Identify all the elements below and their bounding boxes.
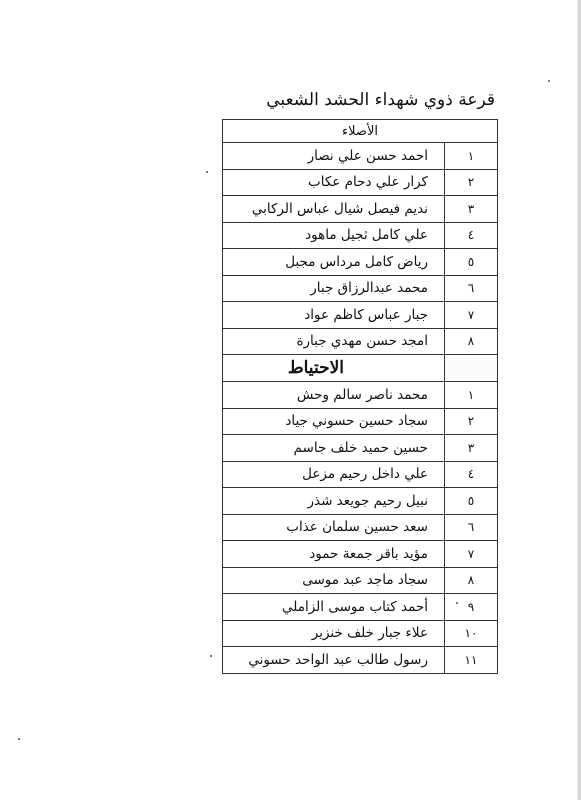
table-row [223,488,498,515]
row-number: ١٠ [445,620,498,647]
table-row [223,382,498,409]
row-number: ١ [445,143,498,170]
row-name: كرار علي دحام عكاب [223,169,445,196]
row-number: ٦ [445,275,498,302]
row-number: ٨ [445,328,498,355]
scan-speck [456,602,458,604]
row-number: ١١ [445,647,498,674]
scan-speck [18,738,20,740]
section-row-reserve [223,355,498,382]
table-row [223,408,498,435]
row-number: ١ [445,382,498,409]
section-header-blank-cell [445,355,498,382]
row-name: رياض كامل مرداس مجبل [223,249,445,276]
table-row [223,647,498,674]
row-name: علي كامل ثجيل ماهود [223,222,445,249]
row-number: ٢ [445,408,498,435]
table-row [223,514,498,541]
row-name: رسول طالب عبد الواحد حسوني [223,647,445,674]
lottery-table [222,119,498,674]
row-name: نديم فيصل شيال عباس الركابي [223,196,445,223]
row-number: ٧ [445,302,498,329]
table-row [223,275,498,302]
row-name: سعد حسين سلمان عذاب [223,514,445,541]
row-number: ٤ [445,222,498,249]
row-name: علاء جبار خلف خنزير [223,620,445,647]
table-row [223,328,498,355]
section-header-reserve: الاحتياط [223,355,445,382]
scan-speck [206,171,208,173]
row-name: مؤيد باقر جمعة حمود [223,541,445,568]
table-row [223,302,498,329]
row-name: نبيل رحيم جويعد شذر [223,488,445,515]
page-edge [577,0,581,800]
table-row [223,169,498,196]
row-number: ٦ [445,514,498,541]
table-row [223,541,498,568]
row-number: ٥ [445,249,498,276]
table-row [223,594,498,621]
row-name: سجاد حسين حسوني جياد [223,408,445,435]
row-number: ٥ [445,488,498,515]
table-row [223,143,498,170]
table-row [223,620,498,647]
row-number: ٧ [445,541,498,568]
row-number: ٣ [445,435,498,462]
section-row-primary [223,120,498,143]
table-row [223,222,498,249]
row-name: سجاد ماجد عبد موسى [223,567,445,594]
row-name: حسين حميد خلف جاسم [223,435,445,462]
table-row [223,567,498,594]
row-name: علي داخل رحيم مزعل [223,461,445,488]
table-row [223,461,498,488]
section-header-primary: الأصلاء [223,120,498,143]
table-row [223,435,498,462]
table-row [223,196,498,223]
row-name: امجد حسن مهدي جبارة [223,328,445,355]
row-name: أحمد كتاب موسى الزاملي [223,594,445,621]
scan-speck [210,655,212,657]
row-number: ٢ [445,169,498,196]
table-row [223,249,498,276]
row-name: محمد عبدالرزاق جبار [223,275,445,302]
row-name: جبار عباس كاظم عواد [223,302,445,329]
row-number: ٨ [445,567,498,594]
scan-speck [548,80,550,82]
row-name: احمد حسن علي نصار [223,143,445,170]
document-title: قرعة ذوي شهداء الحشد الشعبي [266,90,495,110]
row-number: ٤ [445,461,498,488]
row-name: محمد ناصر سالم وحش [223,382,445,409]
row-number: ٩ [445,594,498,621]
row-number: ٣ [445,196,498,223]
